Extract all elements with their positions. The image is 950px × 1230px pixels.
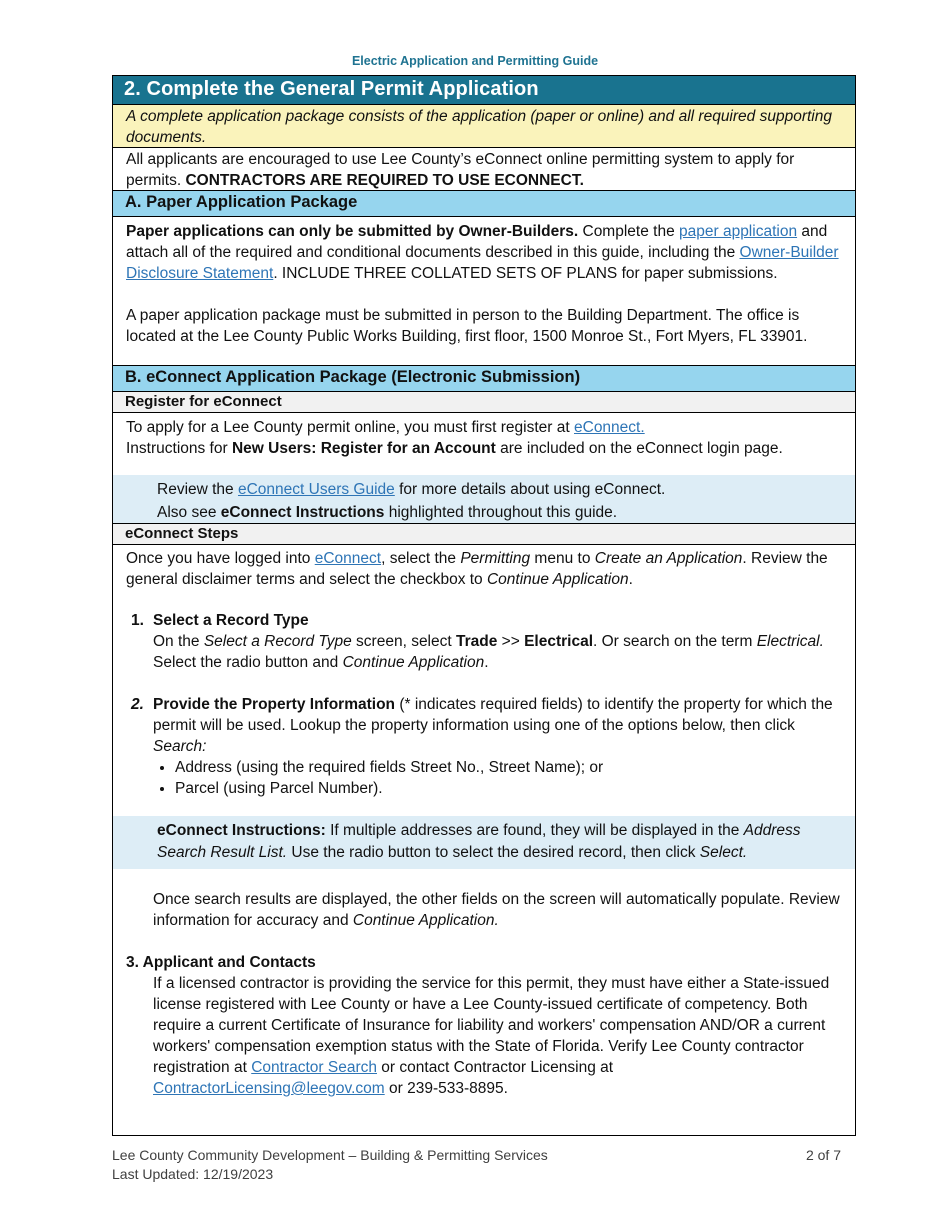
paper-application-body xyxy=(113,217,855,366)
econnect-login-link[interactable]: eConnect xyxy=(314,550,382,567)
intro-row xyxy=(113,148,855,191)
text-segment: To apply for a Lee County permit online, you must first register at xyxy=(126,419,574,436)
text-segment: eConnect Instructions xyxy=(220,504,385,521)
text-segment: Use the radio button to select the desired record, then click xyxy=(287,844,700,861)
text-segment: (* indicates required fields) to identify the property for which the permit will be used. Lookup the property information using one of the options below, then click xyxy=(153,696,833,734)
spacer xyxy=(113,459,855,475)
register-line-1 xyxy=(113,417,855,438)
spacer xyxy=(113,590,855,610)
document-header-title: Electric Application and Permitting Guide xyxy=(351,54,599,68)
text-segment: Create an Application xyxy=(594,550,743,567)
text-segment: Review the xyxy=(157,481,238,498)
owner-builder-disclosure-link[interactable]: Owner-Builder Disclosure Statement xyxy=(126,244,839,282)
page-footer xyxy=(112,1146,856,1184)
text-segment: All applicants are encouraged to use Lee County’s eConnect online permitting system to apply for permits. xyxy=(126,151,795,189)
footer-page-number: 2 of 7 xyxy=(805,1147,841,1163)
text-segment: , select the xyxy=(381,550,461,567)
spacer xyxy=(113,673,855,694)
paper-paragraph-1 xyxy=(113,221,855,284)
spacer xyxy=(113,799,855,816)
step-3-body xyxy=(113,973,855,1099)
section-title-band: 2. Complete the General Permit Application xyxy=(113,76,855,105)
text-segment: CONTRACTORS ARE REQUIRED TO USE ECONNECT. xyxy=(185,171,584,189)
econnect-note-box xyxy=(113,475,855,524)
text-segment: . Review the general disclaimer terms and select the checkbox to xyxy=(126,550,828,588)
text-segment: Once search results are displayed, the other fields on the screen will automatically populate. Review information for accuracy and xyxy=(153,891,840,929)
text-segment: Continue Application. xyxy=(352,912,499,929)
text-segment: Address Search Result List. xyxy=(157,822,801,861)
after-note-paragraph xyxy=(113,889,855,931)
note-line-2 xyxy=(157,502,825,524)
text-segment: eConnect Instructions: xyxy=(157,822,326,839)
text-segment: >> xyxy=(497,633,525,650)
step-1 xyxy=(113,610,855,673)
note-line-1 xyxy=(157,479,825,501)
step-1-body xyxy=(153,631,841,673)
text-segment: . Or search on the term xyxy=(593,633,757,650)
register-line-2 xyxy=(113,438,855,459)
step-1-title: Select a Record Type xyxy=(153,612,309,629)
text-segment: New Users: Register for an Account xyxy=(231,440,496,457)
spacer xyxy=(113,869,855,889)
text-segment: Continue Application xyxy=(486,571,629,588)
instructions-text xyxy=(157,820,825,864)
paper-application-link[interactable]: paper application xyxy=(679,223,798,240)
step-1-number: 1. xyxy=(131,612,144,629)
section-a-header: A. Paper Application Package xyxy=(113,191,855,217)
steps-intro xyxy=(113,548,855,590)
text-segment: Continue Application xyxy=(342,654,485,671)
text-segment: Permitting xyxy=(460,550,531,567)
intro-text xyxy=(126,151,794,189)
text-segment: Search: xyxy=(153,738,207,755)
text-segment: Select a Record Type xyxy=(203,633,352,650)
register-body xyxy=(113,413,855,524)
econnect-users-guide-link[interactable]: eConnect Users Guide xyxy=(237,481,395,498)
footer-updated: Last Updated: 12/19/2023 xyxy=(112,1166,274,1182)
text-segment: Paper applications can only be submitted by Owner-Builders. xyxy=(126,223,579,240)
contractor-licensing-email-link[interactable]: ContractorLicensing@leegov.com xyxy=(153,1080,385,1097)
step-2 xyxy=(113,694,855,799)
text-segment: menu to xyxy=(530,550,595,567)
steps-subheader: eConnect Steps xyxy=(113,524,855,545)
bullet-address: • Address (using the required fields Street No., Street Name); or xyxy=(175,757,841,778)
text-segment: If multiple addresses are found, they will be displayed in the xyxy=(325,822,744,839)
text-segment: or 239-533-8895. xyxy=(384,1080,508,1097)
footer-left xyxy=(112,1146,806,1184)
spacer xyxy=(113,284,855,305)
contractor-search-link[interactable]: Contractor Search xyxy=(251,1059,377,1076)
paper-paragraph-2 xyxy=(113,305,855,347)
text-segment: screen, select xyxy=(351,633,456,650)
text-segment: If a licensed contractor is providing the service for this permit, they must have either a State-issued license registered with Lee County or have a Lee County-issued certificate of competency. Both require a current Certificate of Insurance for liability and workers' compensation AND/OR a current workers' compensation exemption status with the State of Florida. Verify Lee County contractor registration at xyxy=(153,975,830,1076)
text-segment: Also see xyxy=(157,504,221,521)
spacer xyxy=(113,931,855,952)
text-segment: Once you have logged into xyxy=(126,550,315,567)
text-segment: highlighted throughout this guide. xyxy=(384,504,618,521)
text-segment: Electrical. xyxy=(756,633,824,650)
text-segment: Select. xyxy=(699,844,748,861)
footer-org: Lee County Community Development – Building & Permitting Services xyxy=(112,1147,548,1163)
yellow-note-text xyxy=(126,108,832,146)
step-2-body xyxy=(153,694,841,757)
text-segment: Trade xyxy=(456,633,498,650)
text-segment: Electrical xyxy=(524,633,594,650)
text-segment: Select the radio button and xyxy=(153,654,343,671)
text-segment: Complete the xyxy=(578,223,679,240)
text-segment: A paper application package must be submitted in person to the Building Department. The office is located at the Lee County Public Works Building, first floor, 1500 Monroe St., Fort Myers, FL 33901. xyxy=(126,307,808,345)
text-segment: . xyxy=(628,571,633,588)
text-segment: . xyxy=(484,654,489,671)
text-segment: and attach all of the required and conditional documents described in this guide, including the xyxy=(126,223,828,261)
register-subheader: Register for eConnect xyxy=(113,392,855,413)
step-3-title: 3. Applicant and Contacts xyxy=(126,954,316,971)
econnect-instructions-box xyxy=(113,816,855,869)
econnect-register-link[interactable]: eConnect. xyxy=(574,419,645,436)
text-segment: On the xyxy=(153,633,204,650)
text-segment: are included on the eConnect login page. xyxy=(495,440,783,457)
bullet-parcel: • Parcel (using Parcel Number). xyxy=(175,778,841,799)
text-segment: Provide the Property Information xyxy=(153,696,396,713)
permit-guide-table xyxy=(112,75,856,1136)
text-segment: A complete application package consists of the application (paper or online) and all required supporting documents. xyxy=(126,108,832,146)
text-segment: for more details about using eConnect. xyxy=(394,481,666,498)
text-segment: Instructions for xyxy=(126,440,232,457)
yellow-note-row xyxy=(113,105,855,148)
section-b-header: B. eConnect Application Package (Electronic Submission) xyxy=(113,366,855,392)
step-2-bullet-list xyxy=(153,757,841,799)
text-segment: or contact Contractor Licensing at xyxy=(377,1059,614,1076)
steps-body xyxy=(113,545,855,1135)
step-2-number: 2. xyxy=(131,696,144,713)
text-segment: . INCLUDE THREE COLLATED SETS OF PLANS for paper submissions. xyxy=(273,265,778,282)
